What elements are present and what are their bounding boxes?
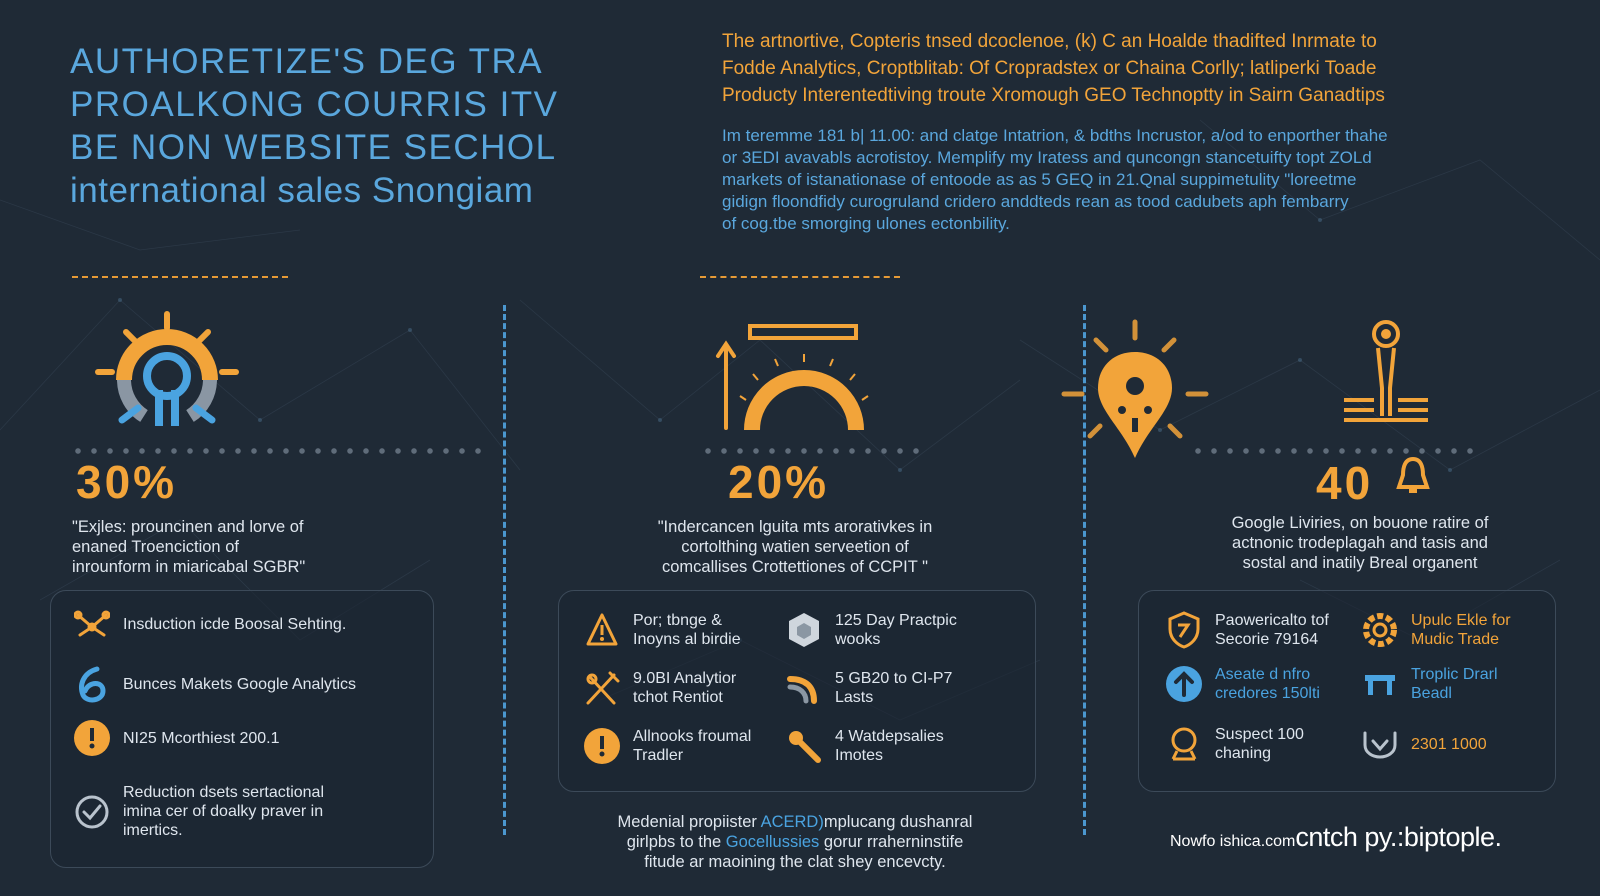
up-arrow-circle-icon [1165, 665, 1203, 703]
user-ring-icon [1165, 725, 1203, 763]
brand-logo-text: cntch py.:biptople. [1295, 822, 1502, 852]
footer-line [560, 832, 1030, 852]
item-label: Suspect 100 [1215, 726, 1304, 743]
item-text [123, 675, 356, 694]
caption-line: enaned Troenciction of [72, 538, 239, 556]
footer-line [560, 852, 1030, 872]
stat-caption [1195, 513, 1525, 573]
intro-highlight-line: Fodde Analytics, Croptblitab: Of Cropradstex or Chaina Corlly; latliperki Toade [722, 58, 1377, 79]
dot-separator [1190, 448, 1480, 454]
item-label: Reduction dsets sertactional [123, 784, 324, 801]
gear-ring-icon [1361, 611, 1399, 649]
dot-separator [70, 448, 490, 454]
item-text [123, 783, 324, 840]
item-label: Bunces Makets Google Analytics [123, 675, 357, 693]
item-text [633, 669, 736, 707]
item-text [1411, 735, 1487, 754]
intro-body-line: Im teremme 181 b| 11.00: and clatge Intatrion, & bdths Incrustor, a/od to enporther thahe [722, 126, 1388, 145]
caption-line: "Indercancen lguita mts arorativkes in [657, 518, 933, 536]
hands-icon [1361, 725, 1399, 763]
item-text [1215, 611, 1329, 649]
feature-card [558, 590, 1036, 792]
list-item [583, 727, 751, 765]
list-item [1165, 611, 1329, 649]
item-label: 2301 1000 [1411, 735, 1487, 753]
item-text [633, 727, 751, 765]
title-line: international sales Snongiam [70, 171, 534, 210]
caption-line: inrounform in miaricabal SGBR" [72, 558, 306, 576]
stat-caption [72, 517, 305, 577]
title-line: AUTHORETIZE'S DEG TRA [70, 42, 544, 81]
network-nodes-icon [73, 605, 111, 643]
feature-card [1138, 590, 1556, 792]
warning-triangle-icon [583, 611, 621, 649]
footer-text: girlpbs to the [626, 833, 726, 851]
caption-line: "Exjles: prouncinen and lorve of [72, 518, 304, 536]
list-item [1165, 725, 1304, 763]
item-label: Lasts [835, 689, 874, 706]
list-item [1361, 665, 1498, 703]
shield-badge-icon [1165, 611, 1203, 649]
check-circle-icon [73, 793, 111, 831]
item-text [123, 615, 346, 634]
footer-caption [560, 812, 1030, 872]
brand-footer [1170, 822, 1502, 853]
item-text [1411, 665, 1498, 703]
intro-block [722, 28, 1542, 235]
caption-line: actnonic trodeplagah and tasis and [1232, 534, 1488, 552]
stat-number: 40 [1316, 456, 1374, 509]
item-text [835, 669, 952, 707]
item-label: Secorie 79164 [1215, 631, 1319, 648]
main-title [70, 40, 630, 212]
list-item [583, 611, 741, 649]
footer-highlight: ACERD) [760, 813, 824, 831]
intro-body-line: markets of istanationase of entoode as as 5 GEQ in 21.Qnal suppimetulity "loreetme [722, 170, 1357, 189]
item-label: Por; tbnge & [633, 612, 722, 629]
intro-body [722, 125, 1542, 235]
footer-highlight: Gocellussies [725, 833, 820, 851]
item-label: Inoyns al birdie [633, 631, 741, 648]
location-pin-icon [1060, 318, 1210, 448]
table-icon [1361, 665, 1399, 703]
item-label: Troplic Drarl [1411, 666, 1498, 683]
stat-caption [610, 517, 980, 577]
list-item [785, 669, 952, 707]
alert-circle-icon [583, 727, 621, 765]
footer-text: gorur rraherninstife [819, 833, 964, 851]
joystick-icon [1338, 318, 1438, 443]
item-label: 9.0BI Analytior [633, 670, 737, 687]
item-label: Mudic Trade [1411, 631, 1500, 648]
list-item [73, 665, 356, 703]
intro-body-line: or 3EDI avavabls acrotistoy. Memplify my Iratess and quncongn stancetuifty topt ZOLd [722, 148, 1372, 167]
stat-value [1316, 455, 1431, 510]
title-line: BE NON WEBSITE SECHOL [70, 128, 557, 167]
list-item [785, 727, 944, 765]
item-label: Allnooks froumal [633, 728, 752, 745]
list-item [1361, 725, 1487, 763]
stat-value: 20% [728, 456, 830, 508]
item-label: imertics. [123, 822, 183, 839]
footer-text: fitude ar maoining the clat shey encevcty. [644, 853, 946, 871]
intro-highlight [722, 28, 1542, 109]
tools-cross-icon [583, 669, 621, 707]
gauge-arrow-icon [712, 318, 862, 448]
item-label: Beadl [1411, 685, 1452, 702]
item-label: Tradler [633, 747, 684, 764]
list-item [73, 605, 346, 643]
item-label: imina cer of doalky praver in [123, 803, 324, 820]
caption-line: comcallises Crottettiones of CCPIT " [662, 558, 928, 576]
list-item [73, 719, 280, 757]
item-label: credores 150lti [1215, 685, 1320, 702]
item-text [835, 727, 944, 765]
item-label: Upulc Ekle for [1411, 612, 1511, 629]
curve-arrow-icon [785, 669, 823, 707]
item-text [1215, 665, 1320, 703]
item-text [1411, 611, 1511, 649]
item-label: Paowericalto tof [1215, 612, 1329, 629]
bell-icon [1395, 455, 1431, 510]
footer-text: Medenial propiister [617, 813, 761, 831]
item-text [633, 611, 741, 649]
list-item [1165, 665, 1320, 703]
item-label: tchot Rentiot [633, 689, 723, 706]
item-label: Aseate d nfro [1215, 666, 1311, 683]
caption-line: Google Liviries, on bouone ratire of [1231, 514, 1489, 532]
hexagon-badge-icon [785, 611, 823, 649]
caption-line: cortolthing watien serveetion of [681, 538, 909, 556]
footer-text: mplucang dushanral [823, 813, 973, 831]
item-text [123, 729, 280, 748]
item-label: Imotes [835, 747, 884, 764]
intro-highlight-line: Producty Interentedtiving troute Xromough GEO Technoptty in Sairn Ganadtips [722, 85, 1385, 106]
intro-body-line: gidign floondfidy curogruland cridero anddteds rean as tood cadubets aph fembarry [722, 192, 1349, 211]
item-text [835, 611, 957, 649]
brand-url: Nowfo ishica.com [1170, 833, 1296, 850]
column-divider [503, 305, 506, 835]
list-item [73, 783, 324, 840]
item-label: Insduction icde Boosal Sehting. [123, 615, 347, 633]
analytics-six-icon [73, 665, 111, 703]
intro-highlight-line: The artnortive, Copteris tnsed dcoclenoe, (k) C an Hoalde thadifted Inrmate to [722, 31, 1377, 52]
list-item [785, 611, 957, 649]
lightbulb-gear-icon [92, 310, 242, 440]
list-item [1361, 611, 1511, 649]
wrench-icon [785, 727, 823, 765]
item-label: NI25 Mcorthiest 200.1 [123, 729, 280, 747]
title-line: PROALKONG COURRIS ITV [70, 85, 559, 124]
list-item [583, 669, 736, 707]
caption-line: sostal and inatily Breal organent [1242, 554, 1478, 572]
item-label: 5 GB20 to CI-P7 [835, 670, 953, 687]
item-text [1215, 725, 1304, 763]
section-divider [72, 276, 288, 278]
stat-value: 30% [76, 456, 178, 508]
alert-circle-icon [73, 719, 111, 757]
section-divider [700, 276, 900, 278]
item-label: 4 Watdepsalies [835, 728, 944, 745]
intro-body-line: of cog.tbe smorging ulones ectonbility. [722, 214, 1010, 233]
feature-card [50, 590, 434, 868]
dot-separator [700, 448, 920, 454]
footer-line [560, 812, 1030, 832]
item-label: 125 Day Practpic [835, 612, 957, 629]
item-label: chaning [1215, 745, 1272, 762]
item-label: wooks [835, 631, 881, 648]
